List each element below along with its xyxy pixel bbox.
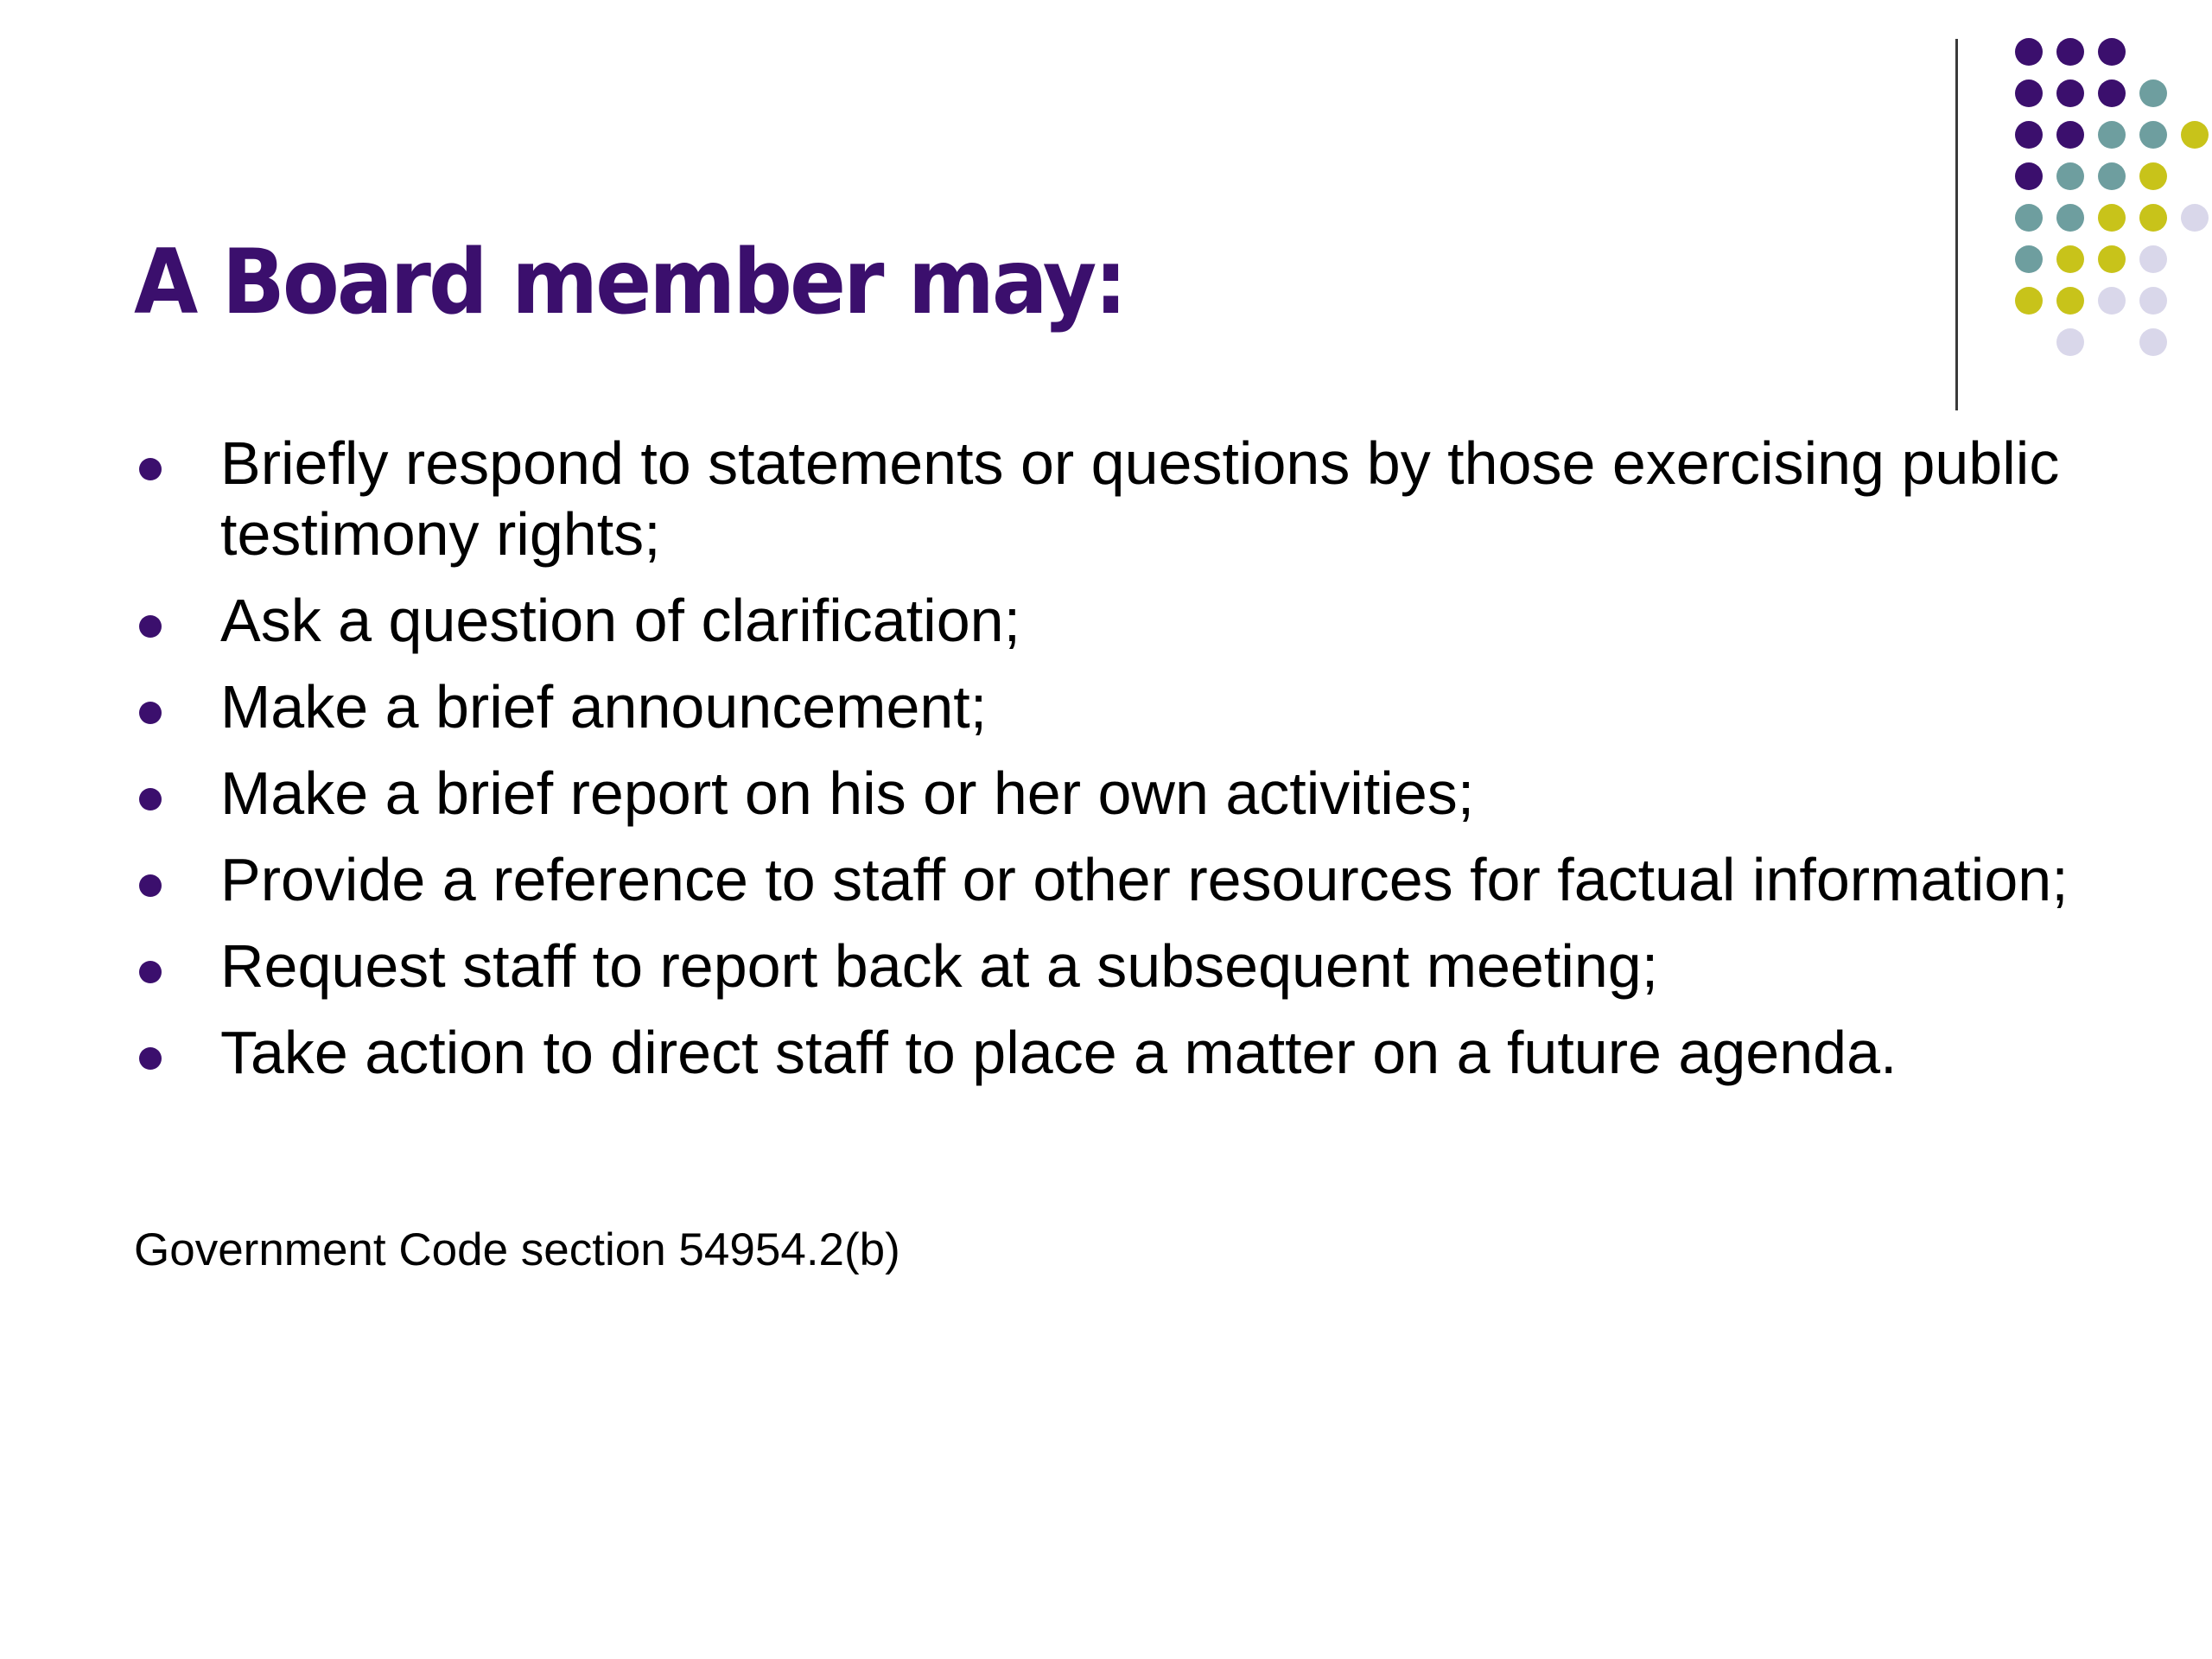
decorative-dot xyxy=(2015,204,2043,232)
citation-footnote: Government Code section 54954.2(b) xyxy=(134,1224,900,1275)
decorative-dot xyxy=(2098,38,2126,66)
decorative-dot xyxy=(2015,121,2043,149)
bullet-icon xyxy=(139,788,162,810)
bullet-text: Request staff to report back at a subsequent meeting; xyxy=(220,932,1659,1000)
bullet-icon xyxy=(139,615,162,638)
decorative-dot xyxy=(2056,328,2084,356)
decorative-dot xyxy=(2139,287,2167,315)
bullet-item xyxy=(134,671,2121,742)
bullet-item xyxy=(134,844,2121,915)
decorative-dot xyxy=(2098,287,2126,315)
decorative-dot xyxy=(2015,245,2043,273)
decorative-dot xyxy=(2139,79,2167,107)
bullet-item xyxy=(134,931,2121,1001)
bullet-item xyxy=(134,1017,2121,1088)
decorative-dot xyxy=(2056,38,2084,66)
decorative-dot xyxy=(2181,204,2209,232)
decorative-dot xyxy=(2015,162,2043,190)
decorative-dot xyxy=(2181,121,2209,149)
bullet-text: Briefly respond to statements or questions by those exercising public testimony rights; xyxy=(220,429,2060,568)
decorative-dot xyxy=(2139,204,2167,232)
decorative-dot xyxy=(2139,162,2167,190)
decorative-dot xyxy=(2056,162,2084,190)
decorative-dot xyxy=(2056,245,2084,273)
bullet-text: Make a brief announcement; xyxy=(220,673,988,741)
bullet-icon xyxy=(139,458,162,480)
decorative-dot xyxy=(2015,38,2043,66)
decorative-dot xyxy=(2098,162,2126,190)
decorative-dot xyxy=(2139,121,2167,149)
decorative-dot xyxy=(2015,287,2043,315)
bullet-item xyxy=(134,585,2121,656)
slide-title: A Board member may: xyxy=(134,229,1125,334)
bullet-text: Take action to direct staff to place a matter on a future agenda. xyxy=(220,1019,1897,1086)
decorative-dot xyxy=(2056,79,2084,107)
bullet-list xyxy=(134,428,2121,1103)
bullet-icon xyxy=(139,1047,162,1070)
bullet-text: Make a brief report on his or her own activities; xyxy=(220,760,1475,827)
decorative-dot xyxy=(2015,79,2043,107)
decorative-dot xyxy=(2139,245,2167,273)
decorative-dot xyxy=(2098,245,2126,273)
decorative-dot xyxy=(2139,328,2167,356)
vertical-divider xyxy=(1955,39,1958,410)
bullet-icon xyxy=(139,702,162,724)
bullet-icon xyxy=(139,874,162,897)
bullet-text: Provide a reference to staff or other resources for factual information; xyxy=(220,846,2069,913)
decorative-dot xyxy=(2056,121,2084,149)
decorative-dot xyxy=(2056,287,2084,315)
bullet-item xyxy=(134,758,2121,829)
bullet-item xyxy=(134,428,2121,569)
bullet-text: Ask a question of clarification; xyxy=(220,587,1021,654)
decorative-dot xyxy=(2056,204,2084,232)
decorative-dot xyxy=(2098,121,2126,149)
bullet-icon xyxy=(139,961,162,983)
decorative-dot xyxy=(2098,204,2126,232)
decorative-dot xyxy=(2098,79,2126,107)
